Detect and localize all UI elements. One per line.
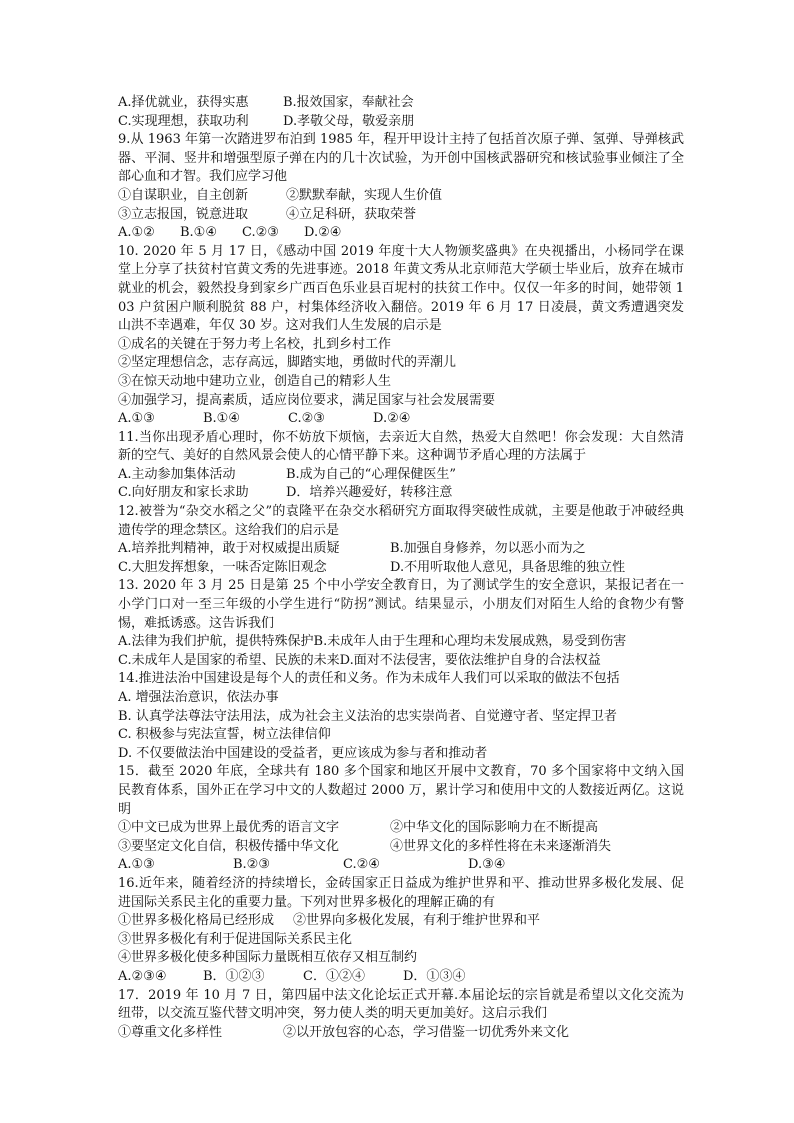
q8-option-c: C.实现理想，获取功利 — [118, 113, 249, 129]
q16-statement-2: ②世界向多极化发展，有利于维护世界和平 — [293, 913, 541, 929]
q9-statement-3: ③立志报国，锐意进取 — [118, 206, 249, 222]
q9-choices — [118, 224, 684, 243]
q9-statement-4: ④立足科研，获取荣誉 — [286, 206, 417, 222]
q8-option-a: A.择优就业，获得实惠 — [118, 95, 249, 110]
q16-choice-c: C．①②④ — [303, 968, 365, 984]
q15-choice-a: A.①③ — [118, 857, 155, 873]
q14-option-d: D. 不仅要做法治中国建设的受益者，更应该成为参与者和推动者 — [118, 745, 488, 761]
q15-statements-row-2 — [118, 838, 684, 857]
q8-options-row-1 — [118, 94, 684, 113]
question-17: 17．2019 年 10 月 7 日，第四届中法文化论坛正式开幕.本届论坛的宗旨就是希望以文化交流为纽带，以交流互鉴代替文明冲突，努力使人类的明天更加美好。这启示我们 — [118, 987, 684, 1022]
q14-option-a: A. 增强法治意识，依法办事 — [118, 690, 279, 705]
q12-option-d: D.不用听取他人意见，具备思维的独立性 — [390, 559, 626, 575]
q12-option-a: A.培养批判精神，敢于对权威提出质疑 — [118, 541, 340, 557]
q16-statement-4: ④世界多极化使多种国际力量既相互依存又相互制约 — [118, 950, 418, 966]
q16-statement-3: ③世界多极化有利于促进国际关系民主化 — [118, 931, 353, 947]
q13-options-row-1 — [118, 633, 684, 652]
q13-option-c: C.未成年人是国家的希望、民族的未来 — [118, 652, 340, 668]
question-14: 14.推进法治中国建设是每个人的责任和义务。作为未成年人我们可以采取的做法不包括 — [118, 671, 620, 687]
q9-statements-row-1 — [118, 187, 684, 206]
q9-choice-d: D.②④ — [304, 225, 342, 241]
q10-choice-a: A.①③ — [118, 411, 155, 427]
question-13: 13. 2020 年 3 月 25 日是第 25 个中小学安全教育日，为了测试学生的安全意识，某报记者在一小学门口对一至三年级的小学生进行“防拐”测试。结果显示，小朋友们对陌生人给的食物少有警惕，难抵诱惑。这告诉我们 — [118, 578, 684, 631]
q14-option-b: B. 认真学法尊法守法用法，成为社会主义法治的忠实崇尚者、自觉遵守者、坚定捍卫者 — [118, 708, 617, 724]
q10-choice-d: D.②④ — [373, 411, 411, 427]
q8-options-row-2 — [118, 113, 684, 132]
q12-option-b: B.加强自身修养，勿以恶小而为之 — [390, 541, 586, 557]
q10-statement-2: ②坚定理想信念，志存高远，脚踏实地，勇做时代的弄潮儿 — [118, 355, 457, 371]
q11-options-row-1 — [118, 466, 684, 485]
question-15: 15．截至 2020 年底，全球共有 180 多个国家和地区开展中文教育，70 多个国家将中文纳入国民教育体系，国外正在学习中文的人数超过 2000 万，累计学习和使用中文的人数接近两亿。这说明 — [118, 764, 684, 817]
q16-choices — [118, 968, 684, 987]
q15-statement-2: ②中华文化的国际影响力在不断提高 — [390, 820, 599, 836]
q9-statement-1: ①自谋职业，自主创新 — [118, 187, 249, 203]
q15-statement-1: ①中文已成为世界上最优秀的语言文字 — [118, 820, 340, 836]
q13-options-row-2 — [118, 652, 684, 671]
q11-option-c: C.向好朋友和家长求助 — [118, 485, 249, 501]
q10-statement-4: ④加强学习，提高素质，适应岗位要求，满足国家与社会发展需要 — [118, 392, 496, 408]
q11-option-b: B.成为自己的“心理保健医生” — [286, 466, 456, 482]
q12-options-row-2 — [118, 559, 684, 578]
q16-statements-row-1 — [118, 912, 684, 931]
q15-statements-row-1 — [118, 819, 684, 838]
q11-option-d: D．培养兴趣爱好，转移注意 — [286, 485, 453, 501]
q12-options-row-1 — [118, 540, 684, 559]
q15-choice-d: D.③④ — [468, 857, 506, 873]
q9-statement-2: ②默默奉献，实现人生价值 — [286, 187, 443, 203]
q8-option-d: D.孝敬父母，敬爱亲朋 — [283, 113, 415, 129]
q10-choice-c: C.②③ — [288, 411, 325, 427]
exam-page — [118, 94, 684, 1042]
q16-choice-a: A.②③④ — [118, 968, 167, 984]
q15-choices — [118, 856, 684, 875]
q9-choice-a: A.①② — [118, 225, 155, 241]
q11-options-row-2 — [118, 484, 684, 503]
q13-option-d: D.面对不法侵害，要依法维护自身的合法权益 — [339, 652, 601, 668]
q9-choice-c: C.②③ — [242, 225, 279, 241]
q8-option-b: B.报效国家，奉献社会 — [283, 95, 414, 110]
q16-choice-b: B．①②③ — [203, 968, 265, 984]
q10-choices — [118, 410, 684, 429]
q15-statement-3: ③要坚定文化自信，积极传播中华文化 — [118, 838, 340, 854]
q17-statement-2: ②以开放包容的心态，学习借鉴一切优秀外来文化 — [283, 1024, 570, 1040]
q16-choice-d: D．①③④ — [403, 968, 466, 984]
question-12: 12.被誉为“杂交水稻之父”的袁隆平在杂交水稻研究方面取得突破性成就，主要是他敢于冲破经典遗传学的理念禁区。这给我们的启示是 — [118, 504, 684, 538]
question-16: 16.近年来，随着经济的持续增长，金砖国家正日益成为维护世界和平、推动世界多极化发展、促进国际关系民主化的重要力量。下列对世界多极化的理解正确的有 — [118, 875, 684, 910]
q16-statement-1: ①世界多极化格局已经形成 — [118, 913, 275, 929]
q13-option-b: B.未成年人由于生理和心理均未发展成熟，易受到伤害 — [313, 634, 627, 650]
q17-statement-1: ①尊重文化多样性 — [118, 1024, 223, 1040]
q10-choice-b: B.①④ — [203, 411, 240, 427]
q9-choice-b: B.①④ — [180, 225, 217, 241]
q15-statement-4: ④世界文化的多样性将在未来逐渐消失 — [390, 838, 612, 854]
q14-option-c: C. 积极参与宪法宣誓，树立法律信仰 — [118, 727, 331, 743]
q15-choice-c: C.②④ — [343, 857, 380, 873]
q13-option-a: A.法律为我们护航，提供特殊保护 — [118, 634, 314, 650]
q10-statement-1: ①成名的关键在于努力考上名校，扎到乡村工作 — [118, 336, 392, 352]
q11-option-a: A.主动参加集体活动 — [118, 466, 236, 482]
q12-option-c: C.大胆发挥想象，一味否定陈旧观念 — [118, 559, 327, 575]
q17-statements-row-1 — [118, 1024, 684, 1043]
q15-choice-b: B.②③ — [233, 857, 270, 873]
question-10: 10. 2020 年 5 月 17 日，《感动中国 2019 年度十大人物颁奖盛典》在央视播出，小杨同学在课堂上分享了扶贫村官黄文秀的先进事迹。2018 年黄文秀从北京师范大学硕士毕业后，放弃在城市就业的机会，毅然投身到家乡广西百色乐业县百坭村的扶贫工作中。仅仅一年多的时间，她带领 103 户贫困户顺利脱贫 88 户，村集体经济收入翻倍。2019 年 6 月 17 日凌晨，黄文秀遭遇突发山洪不幸遇难，年仅 30 岁。这对我们人生发展的启示是 — [118, 243, 684, 334]
question-9: 9.从 1963 年第一次踏进罗布泊到 1985 年，程开甲设计主持了包括首次原子弹、氢弹、导弹核武器、平洞、竖井和增强型原子弹在内的几十次试验，为开创中国核武器研究和核试验事业倾注了全部心血和才智。我们应学习他 — [118, 132, 684, 185]
q9-statements-row-2 — [118, 206, 684, 225]
question-11: 11.当你出现矛盾心理时，你不妨放下烦恼，去亲近大自然，热爱大自然吧！你会发现：大自然清新的空气、美好的自然风景会使人的心情平静下来。这种调节矛盾心理的方法属于 — [118, 429, 684, 464]
q10-statement-3: ③在惊天动地中建功立业，创造自己的精彩人生 — [118, 373, 392, 389]
